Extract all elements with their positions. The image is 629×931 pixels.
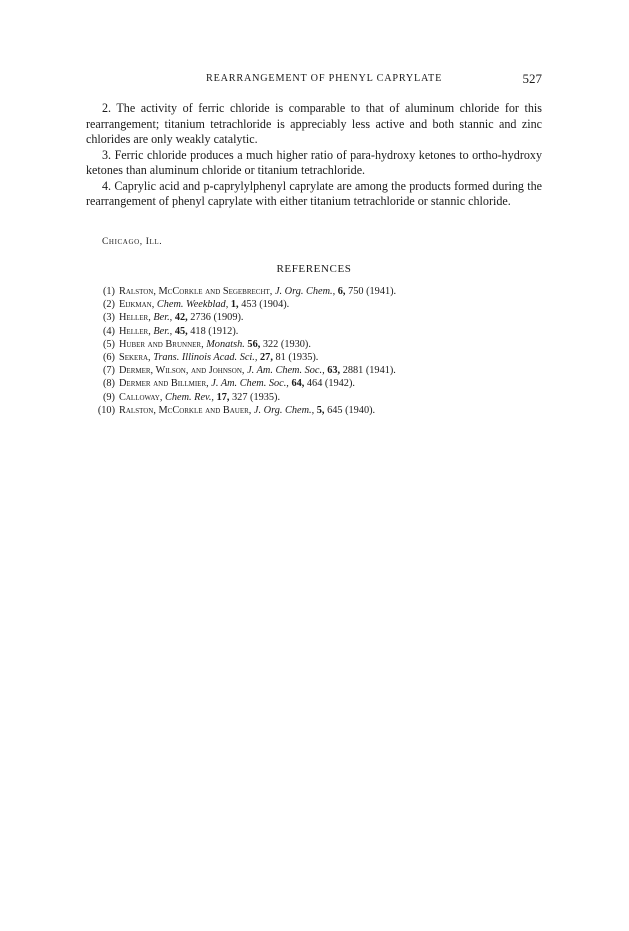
reference-item [86, 391, 556, 404]
reference-authors: Ralston, McCorkle and Segebrecht, [119, 286, 273, 297]
reference-journal: Ber., [153, 325, 173, 337]
reference-item [86, 285, 556, 298]
reference-pages: 645 (1940). [327, 404, 376, 416]
reference-journal: J. Org. Chem., [274, 286, 336, 297]
reference-item [86, 311, 556, 324]
reference-volume: 42, [174, 312, 188, 324]
reference-authors: Sekera, [119, 352, 151, 364]
reference-journal: J. Am. Chem. Soc., [211, 378, 289, 390]
reference-journal: Monatsh. [206, 338, 245, 350]
reference-number: (8) [102, 378, 115, 390]
reference-volume: 45, [174, 325, 188, 337]
reference-number: (2) [102, 299, 115, 311]
reference-number: (9) [102, 391, 115, 403]
reference-journal: J. Am. Chem. Soc., [247, 365, 325, 377]
references-list [86, 285, 556, 417]
reference-authors: Heller, [119, 325, 151, 337]
reference-number: (10) [97, 404, 115, 416]
reference-pages: 81 (1935). [275, 352, 319, 364]
reference-journal: J. Org. Chem., [253, 404, 315, 416]
reference-authors: Heller, [119, 312, 151, 324]
reference-number: (4) [102, 325, 115, 337]
reference-pages: 418 (1912). [190, 325, 239, 337]
reference-authors: Dermer, Wilson, and Johnson, [119, 365, 245, 377]
reference-journal: Chem. Weekblad, [156, 299, 229, 311]
reference-journal: Trans. Illinois Acad. Sci., [153, 352, 258, 364]
reference-volume: 27, [260, 352, 273, 364]
reference-pages: 2881 (1941). [342, 365, 396, 377]
reference-item [86, 325, 556, 338]
reference-journal: Ber., [153, 312, 173, 324]
reference-volume: 17, [216, 391, 230, 403]
reference-item [86, 404, 556, 417]
reference-number: (6) [102, 352, 115, 364]
page-number: 527 [522, 71, 542, 86]
reference-volume: 6, [337, 286, 346, 297]
reference-pages: 453 (1904). [241, 299, 290, 311]
reference-item [86, 364, 556, 377]
reference-authors: Dermer and Billmier, [119, 378, 209, 390]
reference-number: (1) [102, 286, 115, 297]
reference-authors: Ralston, McCorkle and Bauer, [119, 404, 252, 416]
reference-pages: 322 (1930). [262, 338, 311, 350]
reference-item [86, 298, 556, 311]
reference-authors: Calloway, [119, 391, 163, 403]
reference-volume: 63, [327, 365, 341, 377]
reference-item [86, 377, 556, 390]
summary-section [86, 101, 542, 210]
reference-item [86, 351, 556, 364]
reference-volume: 64, [291, 378, 305, 390]
reference-number: (7) [102, 365, 115, 377]
summary-item: 4. Caprylic acid and p-caprylylphenyl caprylate are among the products formed during the rearrangement of phenyl caprylate with either titanium tetrachloride or stannic chloride. [86, 178, 542, 208]
running-head [86, 71, 542, 87]
reference-item [86, 338, 556, 351]
references-heading: REFERENCES [276, 263, 352, 275]
reference-number: (3) [102, 312, 115, 324]
reference-volume: 5, [316, 404, 325, 416]
summary-item: 3. Ferric chloride produces a much higher ratio of para-hydroxy ketones to ortho-hydroxy ketones than aluminum chloride or titanium tetrachloride. [86, 147, 542, 177]
reference-pages: 2736 (1909). [190, 312, 244, 324]
summary-item: 2. The activity of ferric chloride is comparable to that of aluminum chloride for this rearrangement; titanium tetrachloride is appreciably less active and both stannic and zinc chlorides are only weakly catalytic. [86, 101, 542, 146]
reference-authors: Huber and Brunner, [119, 338, 204, 350]
reference-number: (5) [102, 338, 115, 350]
running-title: REARRANGEMENT OF PHENYL CAPRYLATE [206, 73, 443, 84]
reference-pages: 464 (1942). [306, 378, 355, 390]
reference-authors: Eijkman, [119, 299, 155, 311]
place-line: Chicago, Ill. [102, 237, 163, 247]
reference-volume: 56, [247, 338, 261, 350]
reference-pages: 750 (1941). [348, 286, 397, 297]
reference-journal: Chem. Rev., [164, 391, 214, 403]
reference-pages: 327 (1935). [232, 391, 281, 403]
reference-volume: 1, [230, 299, 239, 311]
